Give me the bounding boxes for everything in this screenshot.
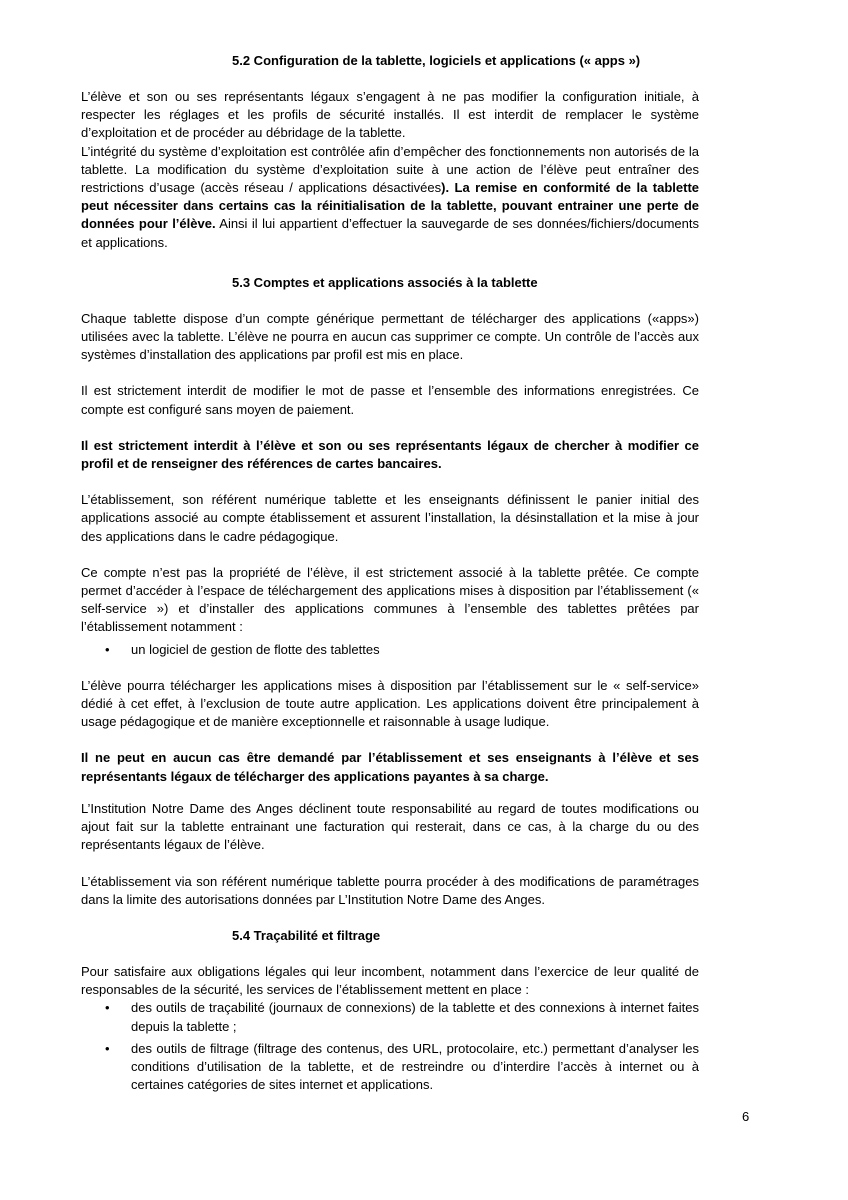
document-page (81, 52, 699, 1094)
paragraph: L’Institution Notre Dame des Anges déclinent toute responsabilité au regard de toutes modifications ou ajout fait sur la tablette entrainant une facturation qui resterait, dans ce cas, à la charge du ou des représentants légaux de l’élève. (81, 800, 699, 853)
list-item: • des outils de traçabilité (journaux de connexions) de la tablette et des connexions à internet faites depuis la tablette ; (105, 1000, 699, 1034)
paragraph: L’établissement via son référent numérique tablette pourra procéder à des modifications de paramétrages dans la limite des autorisations données par L’Institution Notre Dame des Anges. (81, 873, 699, 907)
paragraph: L’élève pourra télécharger les applications mises à disposition par l’établissement sur le « self-service» dédié à cet effet, à l’exclusion de toute autre application. Les applications doivent être principalement à usage pédagogique et de manière exceptionnelle et raisonnable à usage ludique. (81, 677, 699, 730)
section-heading-5-2: 5.2 Configuration de la tablette, logiciels et applications (« apps ») (232, 53, 641, 68)
list-item: • un logiciel de gestion de flotte des tablettes (81, 641, 699, 659)
bullet-icon: • (105, 641, 110, 657)
paragraph-bold: Il est strictement interdit à l’élève et son ou ses représentants légaux de chercher à modifier ce profil et de renseigner des références de cartes bancaires. (81, 437, 699, 472)
paragraph: Il est strictement interdit de modifier le mot de passe et l’ensemble des informations enregistrées. Ce compte est configuré sans moyen de paiement. (81, 383, 699, 417)
paragraph: Chaque tablette dispose d’un compte générique permettant de télécharger des applications («apps») utilisées avec la tablette. L’élève ne pourra en aucun cas supprimer ce compte. Un contrôle de l’accès aux systèmes d’installation des applications par profil est mis en place. (81, 310, 699, 363)
paragraph-bold: Il ne peut en aucun cas être demandé par l’établissement et ses enseignants à l’élève et ses représentants légaux de télécharger des applications payantes à sa charge. (81, 750, 699, 784)
section-heading-5-3: 5.3 Comptes et applications associés à la tablette (232, 274, 538, 290)
page-number: 6 (742, 1109, 750, 1124)
bullet-list (81, 999, 699, 1094)
paragraph: Pour satisfaire aux obligations légales qui leur incombent, notamment dans l’exercice de leur qualité de responsables de la sécurité, les services de l’établissement mettent en place : (81, 963, 699, 998)
paragraph: L’intégrité du système d’exploitation est contrôlée afin d’empêcher des fonctionnements non autorisés de la tablette. La modification du système d’exploitation suite à une action de l’élève peut entraîner des restrictions d’usage (accès réseau / applications désactivées). La remise en conformité de la tablette peut nécessiter dans certains cas la réinitialisation de la tablette, pouvant entrainer une perte de données pour l’élève. Ainsi il lui appartient d’effectuer la sauvegarde de ses données/fichiers/documents et applications. (81, 143, 700, 250)
bullet-icon: • (105, 1000, 110, 1016)
paragraph: L’établissement, son référent numérique tablette et les enseignants définissent le panier initial des applications associé au compte établissement et assurent l’installation, la désinstallation et la mise à jour des applications dans le cadre pédagogique. (81, 492, 699, 544)
bullet-icon: • (105, 1040, 110, 1056)
bullet-list (81, 641, 699, 659)
list-item: • des outils de filtrage (filtrage des contenus, des URL, protocolaire, etc.) permettant d’analyser les conditions d’utilisation de la tablette, et de restreindre ou d’interdire l’accès à internet ou à certaines catégories de sites internet et applications. (105, 1040, 699, 1093)
paragraph: Ce compte n’est pas la propriété de l’élève, il est strictement associé à la tablette prêtée. Ce compte permet d’accéder à l’espace de téléchargement des applications mises à disposition par l’établissement (« self-service ») et d’installer des applications communes à l’ensemble des tablettes prêtées par l’établissement notamment : (81, 564, 699, 635)
section-heading-5-4: 5.4 Traçabilité et filtrage (232, 927, 381, 943)
paragraph: L’élève et son ou ses représentants légaux s’engagent à ne pas modifier la configuration initiale, à respecter les réglages et les profils de sécurité installés. Il est interdit de remplacer le système d’exploitation et de procéder au débridage de la tablette. (81, 89, 699, 141)
